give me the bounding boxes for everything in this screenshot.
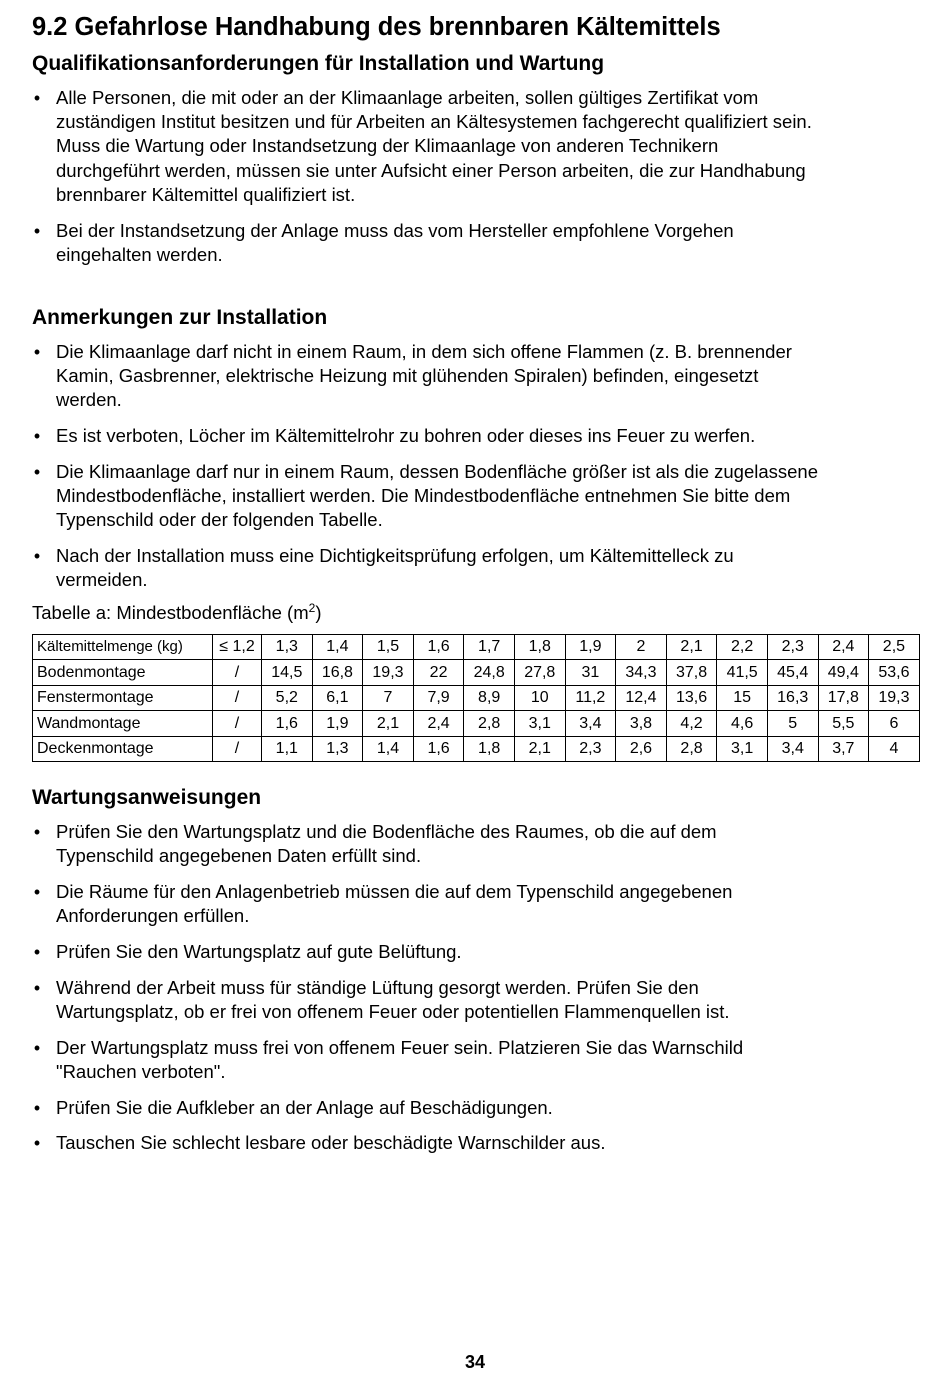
table-cell: 2,6 [616, 736, 667, 762]
table-header-cell: 1,8 [514, 634, 565, 660]
table-cell: 37,8 [666, 660, 717, 686]
table-row [33, 685, 920, 711]
list-item-line: Kamin, Gasbrenner, elektrische Heizung mit glühenden Spiralen) befinden, eingesetzt [56, 365, 759, 387]
table-cell: 14,5 [262, 660, 313, 686]
maintenance-list [32, 820, 920, 1155]
table-cell: 2,8 [464, 711, 515, 737]
table-row-label: Fenstermontage [33, 685, 213, 711]
table-header-cell: 1,4 [312, 634, 363, 660]
table-cell: 45,4 [767, 660, 818, 686]
list-item-line: Prüfen Sie den Wartungsplatz auf gute Belüftung. [56, 941, 462, 963]
table-cell: 7,9 [413, 685, 464, 711]
table-cell: 1,4 [363, 736, 414, 762]
table-cell: / [213, 660, 262, 686]
list-item-line: durchgeführt werden, müssen sie unter Aufsicht einer Person arbeiten, die zur Handhabung [56, 159, 806, 181]
table-cell: 4,6 [717, 711, 768, 737]
table-cell: 3,1 [514, 711, 565, 737]
list-item-line: Es ist verboten, Löcher im Kältemittelrohr zu bohren oder dieses ins Feuer zu werfen. [56, 425, 756, 447]
table-cell: 3,4 [767, 736, 818, 762]
list-item [32, 940, 920, 964]
table-cell: 3,1 [717, 736, 768, 762]
bullet-icon: • [33, 977, 41, 998]
bullet-icon: • [33, 1097, 41, 1118]
table-row-label: Deckenmontage [33, 736, 213, 762]
list-item-line: Die Räume für den Anlagenbetrieb müssen die auf dem Typenschild angegebenen [56, 881, 733, 903]
table-cell: 5 [767, 711, 818, 737]
installation-heading: Anmerkungen zur Installation [32, 305, 328, 329]
list-item-line: Nach der Installation muss eine Dichtigkeitsprüfung erfolgen, um Kältemittelleck zu [56, 544, 734, 566]
list-item-line: Die Klimaanlage darf nur in einem Raum, dessen Bodenfläche größer ist als die zugelassene [56, 460, 819, 482]
list-item-line: Anforderungen erfüllen. [56, 905, 250, 927]
table-row [33, 660, 920, 686]
table-cell: / [213, 711, 262, 737]
list-item [32, 1036, 920, 1084]
table-cell: 7 [363, 685, 414, 711]
bullet-icon: • [33, 461, 41, 482]
list-item [32, 424, 920, 448]
table-cell: 27,8 [514, 660, 565, 686]
table-cell: 34,3 [616, 660, 667, 686]
list-item-line: Prüfen Sie die Aufkleber an der Anlage auf Beschädigungen. [56, 1096, 553, 1118]
list-item-line: eingehalten werden. [56, 243, 223, 265]
table-caption-superscript: 2 [308, 600, 316, 615]
bullet-icon: • [33, 341, 41, 362]
bullet-icon: • [33, 220, 41, 241]
table-cell: 11,2 [565, 685, 616, 711]
table-header-label: Kältemittelmenge (kg) [33, 634, 213, 660]
table-cell: 3,8 [616, 711, 667, 737]
table-header-cell: ≤ 1,2 [213, 634, 262, 660]
list-item-line: werden. [56, 389, 122, 411]
table-header-cell: 1,9 [565, 634, 616, 660]
list-item-line: Typenschild oder der folgenden Tabelle. [56, 509, 383, 531]
maintenance-heading: Wartungsanweisungen [32, 786, 262, 810]
table-caption-text: Tabelle a: Mindestbodenfläche (m [32, 601, 309, 623]
table-header-cell: 1,7 [464, 634, 515, 660]
table-cell: 31 [565, 660, 616, 686]
list-item [32, 976, 920, 1024]
table-cell: 5,2 [262, 685, 313, 711]
list-item-line: Die Klimaanlage darf nicht in einem Raum, in dem sich offene Flammen (z. B. brennender [56, 340, 792, 362]
table-header-cell: 2,4 [818, 634, 869, 660]
table-cell: 1,8 [464, 736, 515, 762]
table-header-cell: 2,5 [869, 634, 920, 660]
table-cell: 19,3 [869, 685, 920, 711]
table-cell: 12,4 [616, 685, 667, 711]
list-item [32, 340, 920, 413]
list-item-line: Tauschen Sie schlecht lesbare oder beschädigte Warnschilder aus. [56, 1132, 606, 1154]
table-row-label: Wandmontage [33, 711, 213, 737]
table-cell: 19,3 [363, 660, 414, 686]
list-item-line: Während der Arbeit muss für ständige Lüftung gesorgt werden. Prüfen Sie den [56, 976, 699, 998]
table-cell: 2,1 [363, 711, 414, 737]
table-cell: 4,2 [666, 711, 717, 737]
table-cell: 1,1 [262, 736, 313, 762]
table-cell: 6,1 [312, 685, 363, 711]
list-item-line: Typenschild angegebenen Daten erfüllt sind. [56, 845, 422, 867]
bullet-icon: • [33, 1037, 41, 1058]
table-cell: 10 [514, 685, 565, 711]
table-cell: 3,4 [565, 711, 616, 737]
table-cell: 41,5 [717, 660, 768, 686]
section-title: 9.2 Gefahrlose Handhabung des brennbaren Kältemittels [32, 13, 721, 41]
table-header-cell: 2 [616, 634, 667, 660]
list-item [32, 1096, 920, 1120]
table-cell: 6 [869, 711, 920, 737]
list-item-line: "Rauchen verboten". [56, 1060, 226, 1082]
table-cell: 2,4 [413, 711, 464, 737]
table-cell: 3,7 [818, 736, 869, 762]
table-cell: 16,3 [767, 685, 818, 711]
table-cell: 2,1 [514, 736, 565, 762]
list-item-line: Bei der Instandsetzung der Anlage muss das vom Hersteller empfohlene Vorgehen [56, 219, 734, 241]
table-cell: 4 [869, 736, 920, 762]
table-cell: 1,9 [312, 711, 363, 737]
bullet-icon: • [33, 545, 41, 566]
min-floor-area-table [32, 634, 920, 763]
table-header-cell: 2,1 [666, 634, 717, 660]
table-cell: 17,8 [818, 685, 869, 711]
table-header-cell: 1,3 [262, 634, 313, 660]
bullet-icon: • [33, 882, 41, 903]
table-header-row [33, 634, 920, 660]
table-cell: / [213, 736, 262, 762]
table-header-cell: 1,6 [413, 634, 464, 660]
table-cell: 8,9 [464, 685, 515, 711]
table-row [33, 736, 920, 762]
list-item-line: zuständigen Institut besitzen und für Arbeiten an Kältesystemen fachgerecht qualifiziert sein. [56, 111, 812, 133]
table-cell: 13,6 [666, 685, 717, 711]
table-cell: 16,8 [312, 660, 363, 686]
page-number: 34 [464, 1352, 486, 1372]
list-item [32, 880, 920, 928]
table-header-cell: 1,5 [363, 634, 414, 660]
table-cell: 2,3 [565, 736, 616, 762]
list-item [32, 544, 920, 592]
table-row [33, 711, 920, 737]
list-item-line: Alle Personen, die mit oder an der Klimaanlage arbeiten, sollen gültiges Zertifikat vom [56, 87, 759, 108]
table-header-cell: 2,3 [767, 634, 818, 660]
table-cell: 15 [717, 685, 768, 711]
table-row-label: Bodenmontage [33, 660, 213, 686]
table-cell: 1,6 [262, 711, 313, 737]
list-item [32, 820, 920, 868]
table-cell: 53,6 [869, 660, 920, 686]
list-item [32, 460, 920, 533]
table-cell: 49,4 [818, 660, 869, 686]
bullet-icon: • [33, 426, 41, 447]
bullet-icon: • [33, 1133, 41, 1154]
list-item-line: Wartungsplatz, ob er frei von offenem Feuer oder potentiellen Flammenquellen ist. [56, 1000, 730, 1022]
table-cell: 1,3 [312, 736, 363, 762]
table-cell: 22 [413, 660, 464, 686]
list-item [32, 219, 920, 267]
table-caption [32, 601, 920, 625]
installation-list [32, 340, 920, 592]
qualification-list [32, 86, 920, 267]
list-item-line: Prüfen Sie den Wartungsplatz und die Bodenfläche des Raumes, ob die auf dem [56, 821, 717, 843]
table-cell: 24,8 [464, 660, 515, 686]
bullet-icon: • [33, 822, 41, 843]
table-header-cell: 2,2 [717, 634, 768, 660]
table-cell: / [213, 685, 262, 711]
list-item [32, 86, 920, 207]
list-item-line: Muss die Wartung oder Instandsetzung der Klimaanlage von anderen Technikern [56, 135, 719, 157]
list-item-line: Mindestbodenfläche, installiert werden. Die Mindestbodenfläche entnehmen Sie bitte dem [56, 484, 791, 506]
list-item [32, 1131, 920, 1155]
qualification-heading: Qualifikationsanforderungen für Installation und Wartung [32, 52, 605, 75]
bullet-icon: • [33, 88, 41, 108]
table-caption-end: ) [315, 601, 322, 623]
document-page [32, 10, 920, 1167]
bullet-icon: • [33, 942, 41, 963]
list-item-line: vermeiden. [56, 569, 148, 591]
table-cell: 5,5 [818, 711, 869, 737]
table-cell: 2,8 [666, 736, 717, 762]
table-cell: 1,6 [413, 736, 464, 762]
list-item-line: brennbarer Kältemittel qualifiziert ist. [56, 183, 356, 205]
list-item-line: Der Wartungsplatz muss frei von offenem Feuer sein. Platzieren Sie das Warnschild [56, 1036, 744, 1058]
